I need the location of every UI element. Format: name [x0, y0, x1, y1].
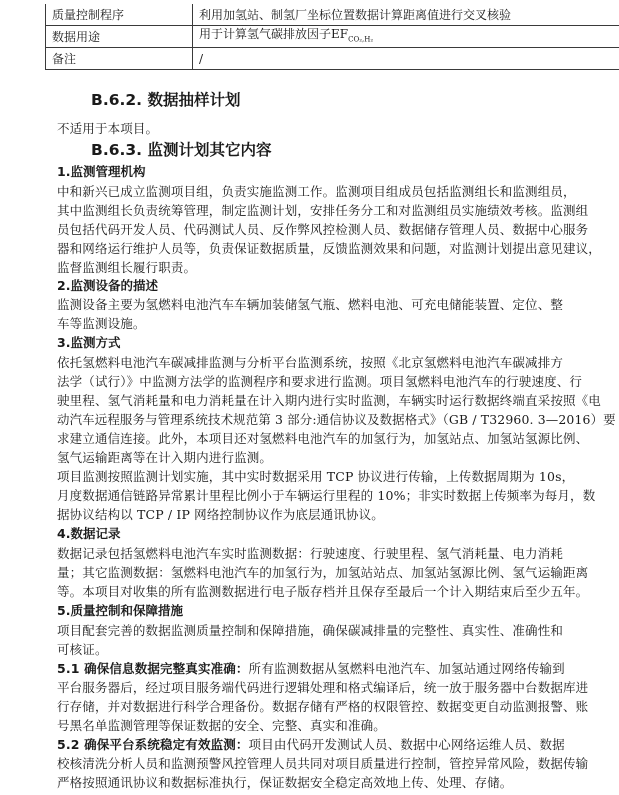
- body-line: 平台服务器后，经过项目服务端代码进行逻辑处理和格式编译后，统一放于服务器中台数据库进: [57, 680, 589, 695]
- clause-5-2-label: 5.2 确保平台系统稳定有效监测：: [57, 737, 249, 752]
- body-line: 车等监测设施。: [57, 316, 146, 331]
- clause-5-2-text: 项目由代码开发测试人员、数据中心网络运维人员、数据: [248, 737, 565, 752]
- subsection-heading-4: 4.数据记录: [57, 526, 121, 541]
- body-line: 项目监测按照监测计划实施，其中实时数据采用 TCP 协议进行传输，上传数据周期为 10s，: [57, 469, 575, 484]
- body-line: 中和新兴已成立监测项目组，负责实施监测工作。监测项目组成员包括监测组长和监测组员，: [57, 184, 576, 199]
- subsection-heading-1: 1.监测管理机构: [57, 164, 146, 179]
- body-line: 其中监测组长负责统筹管理，制定监测计划，安排任务分工和对监测组员实施绩效考核。监测组: [57, 203, 589, 218]
- table-key-cell: 备注: [46, 48, 193, 70]
- table-key-cell: 数据用途: [46, 26, 193, 48]
- body-line: 监测设备主要为氢燃料电池汽车车辆加装储氢气瓶、燃料电池、可充电储能装置、定位、整: [57, 297, 564, 312]
- section-heading-b62: B.6.2. 数据抽样计划: [91, 91, 241, 109]
- subsection-heading-2: 2.监测设备的描述: [57, 278, 158, 293]
- body-line: 据协议结构以 TCP / IP 网络控制协议作为底层通讯协议。: [57, 507, 384, 522]
- body-line: 动汽车远程服务与管理系统技术规范第 3 部分:通信协议及数据格式》（GB / T32960. 3—2016）要: [57, 412, 616, 427]
- table-key-cell: 质量控制程序: [46, 4, 193, 26]
- body-line: 号黑名单监测管理等保证数据的安全、完整、真实和准确。: [57, 718, 386, 733]
- body-line: 严格按照通讯协议和数据标准执行，保证数据安全稳定高效地上传、处理、存储。: [57, 775, 513, 790]
- table-row: [46, 4, 619, 26]
- body-line: [57, 735, 565, 753]
- body-line: 监督监测组长履行职责。: [57, 260, 197, 275]
- body-line: [57, 659, 565, 677]
- body-line: 求建立通信连接。此外，本项目还对氢燃料电池汽车的加氢行为，加氢站点、加氢站氢源比例、: [57, 431, 589, 446]
- body-line: 员包括代码开发人员、代码测试人员、反作弊风控检测人员、数据储存管理人员、数据中心服务: [57, 222, 589, 237]
- body-line: 校核清洗分析人员和监测预警风控管理人员共同对项目质量进行控制，管控异常风险，数据传输: [57, 756, 589, 771]
- clause-5-1-label: 5.1 确保信息数据完整真实准确：: [57, 661, 249, 676]
- body-line: 等。本项目对收集的所有监测数据进行电子版存档并且保存至最后一个计入期结束后至少五年。: [57, 584, 589, 599]
- table-value-cell: /: [193, 48, 619, 70]
- body-line: 氢气运输距离等在计入期内进行监测。: [57, 450, 273, 465]
- body-line: 月度数据通信链路异常累计里程比例小于车辆运行里程的 10%；非实时数据上传频率为每月，数: [57, 488, 596, 503]
- clause-5-1-text: 所有监测数据从氢燃料电池汽车、加氢站通过网络传输到: [248, 661, 565, 676]
- body-line: 行存储，并对数据进行科学合理备份。数据存储有严格的权限管控、数据变更自动监测报警、账: [57, 699, 589, 714]
- monitoring-parameter-table: [45, 4, 619, 70]
- subsection-heading-3: 3.监测方式: [57, 335, 121, 350]
- body-line: 数据记录包括氢燃料电池汽车实时监测数据：行驶速度、行驶里程、氢气消耗量、电力消耗: [57, 546, 564, 561]
- table-value-cell: 利用加氢站、制氢厂坐标位置数据计算距离值进行交叉核验: [193, 4, 619, 26]
- table-value-text: 用于计算氢气碳排放因子EF: [199, 26, 349, 41]
- body-line: 不适用于本项目。: [57, 121, 159, 136]
- table-value-cell: [193, 26, 619, 48]
- subsection-heading-5: 5.质量控制和保障措施: [57, 603, 183, 618]
- table-row: [46, 26, 619, 48]
- body-line: 器和网络运行维护人员等，负责保证数据质量，反馈监测效果和问题，对监测计划提出意见建议，: [57, 241, 601, 256]
- body-line: 可核证。: [57, 642, 108, 657]
- section-heading-b63: B.6.3. 监测计划其它内容: [91, 141, 272, 159]
- body-line: 量；其它监测数据：氢燃料电池汽车的加氢行为，加氢站站点、加氢站氢源比例、氢气运输距离: [57, 565, 589, 580]
- body-line: 项目配套完善的数据监测质量控制和保障措施，确保碳减排量的完整性、真实性、准确性和: [57, 623, 564, 638]
- table-value-subscript: CO₂,H₂: [348, 35, 374, 44]
- table-row: [46, 48, 619, 70]
- body-line: 法学（试行）》中监测方法学的监测程序和要求进行监测。项目氢燃料电池汽车的行驶速度、行: [57, 374, 583, 389]
- body-line: 驶里程、氢气消耗量和电力消耗量在计入期内进行实时监测，车辆实时运行数据终端直采按照《电: [57, 393, 601, 408]
- body-line: 依托氢燃料电池汽车碳减排监测与分析平台监测系统，按照《北京氢燃料电池汽车碳减排方: [57, 355, 564, 370]
